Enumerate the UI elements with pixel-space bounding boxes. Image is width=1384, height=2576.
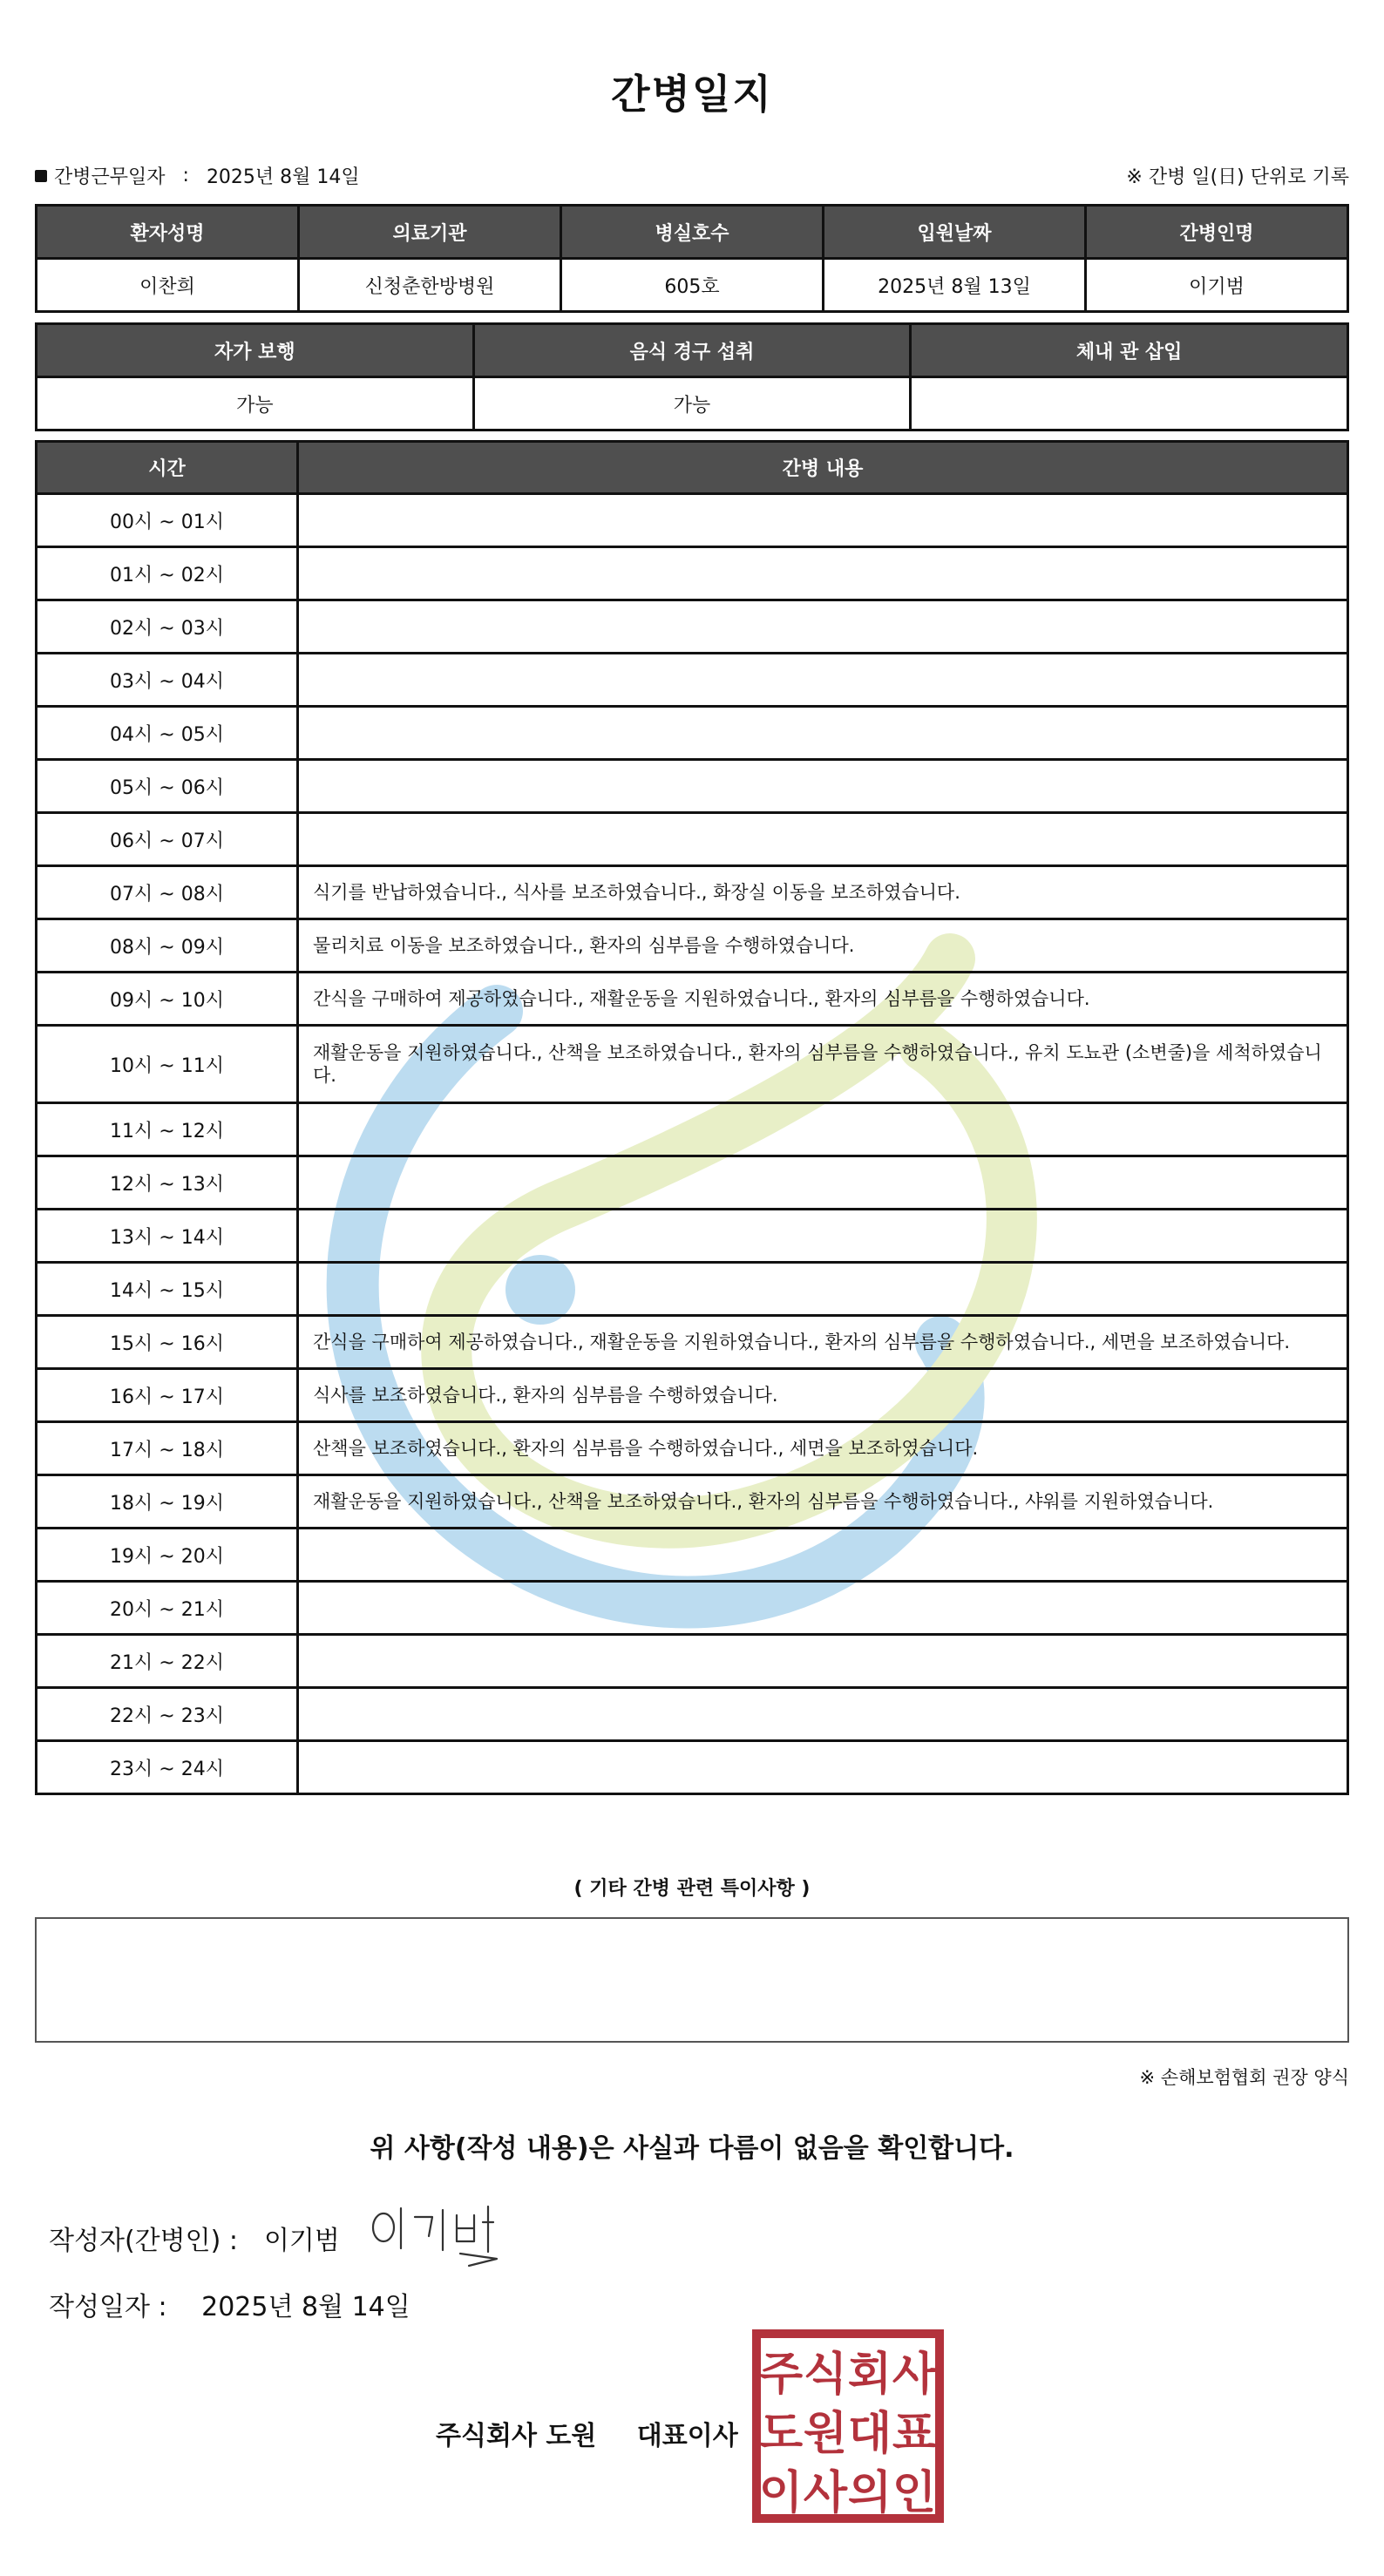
seal-character: 주 xyxy=(758,2349,804,2401)
patient-info-value-row xyxy=(37,259,1348,312)
company-line xyxy=(436,2414,738,2452)
recommend-note: ※ 손해보험협회 권장 양식 xyxy=(1139,2067,1349,2088)
written-date-line xyxy=(49,2285,410,2323)
care-log-time: 12시 ~ 13시 xyxy=(37,1156,298,1210)
seal-character: 대 xyxy=(847,2408,892,2460)
care-log-time: 15시 ~ 16시 xyxy=(37,1316,298,1369)
handwritten-signature xyxy=(366,2198,514,2268)
care-log-row xyxy=(37,1688,1348,1741)
care-log-content: 간식을 구매하여 제공하였습니다., 재활운동을 지원하였습니다., 환자의 심부름을 수행하였습니다., 세면을 보조하였습니다. xyxy=(298,1316,1348,1369)
company-representative: 대표이사 xyxy=(636,2421,738,2451)
care-log-content: 산책을 보조하였습니다., 환자의 심부름을 수행하였습니다., 세면을 보조하였습니다. xyxy=(298,1422,1348,1475)
care-log-time: 03시 ~ 04시 xyxy=(37,654,298,707)
care-log-content: 식사를 보조하였습니다., 환자의 심부름을 수행하였습니다. xyxy=(298,1369,1348,1422)
care-log-time: 20시 ~ 21시 xyxy=(37,1582,298,1635)
care-log-row xyxy=(37,866,1348,919)
room-number: 605호 xyxy=(561,259,824,312)
care-log-content: 물리치료 이동을 보조하였습니다., 환자의 심부름을 수행하였습니다. xyxy=(298,919,1348,973)
care-log-row xyxy=(37,494,1348,547)
care-log-content xyxy=(298,1210,1348,1263)
care-log-time: 00시 ~ 01시 xyxy=(37,494,298,547)
header-care-content: 간병 내용 xyxy=(298,442,1348,494)
special-notes-box xyxy=(35,1917,1349,2043)
care-log-content: 재활운동을 지원하였습니다., 산책을 보조하였습니다., 환자의 심부름을 수행하였습니다., 유치 도뇨관 (소변줄)을 세척하였습니다. xyxy=(298,1026,1348,1103)
care-log-content xyxy=(298,1529,1348,1582)
self-walking-value: 가능 xyxy=(37,377,474,430)
patient-info-header-row xyxy=(37,206,1348,259)
header-oral-intake: 음식 경구 섭취 xyxy=(473,324,911,377)
care-log-content xyxy=(298,1582,1348,1635)
care-log-row xyxy=(37,1263,1348,1316)
header-time: 시간 xyxy=(37,442,298,494)
care-log-row xyxy=(37,919,1348,973)
care-log-time: 07시 ~ 08시 xyxy=(37,866,298,919)
record-unit-note: ※ 간병 일(日) 단위로 기록 xyxy=(1126,166,1349,188)
care-log-content xyxy=(298,547,1348,600)
seal-character: 회 xyxy=(847,2349,892,2401)
care-log-row xyxy=(37,1210,1348,1263)
patient-name: 이찬희 xyxy=(37,259,299,312)
care-log-time: 13시 ~ 14시 xyxy=(37,1210,298,1263)
care-log-rows xyxy=(37,494,1348,1794)
seal-character: 인 xyxy=(892,2467,937,2519)
work-date-label: 간병근무일자 xyxy=(54,166,166,188)
header-patient-name: 환자성명 xyxy=(37,206,299,259)
care-log-row xyxy=(37,1635,1348,1688)
care-log-time: 21시 ~ 22시 xyxy=(37,1635,298,1688)
care-log-row xyxy=(37,1475,1348,1529)
care-log-row xyxy=(37,760,1348,813)
care-log-content xyxy=(298,707,1348,760)
care-log-time: 01시 ~ 02시 xyxy=(37,547,298,600)
care-log-time: 19시 ~ 20시 xyxy=(37,1529,298,1582)
care-log-row xyxy=(37,1741,1348,1794)
header-self-walking: 자가 보행 xyxy=(37,324,474,377)
work-date-value: 2025년 8월 14일 xyxy=(206,166,360,188)
header-admission-date: 입원날짜 xyxy=(824,206,1086,259)
care-log-time: 23시 ~ 24시 xyxy=(37,1741,298,1794)
company-name: 주식회사 도원 xyxy=(436,2421,597,2451)
care-log-content xyxy=(298,1635,1348,1688)
care-log-content xyxy=(298,600,1348,654)
care-log-row xyxy=(37,1103,1348,1156)
company-seal-stamp xyxy=(751,2329,945,2524)
care-log-row xyxy=(37,654,1348,707)
writer-name: 이기범 xyxy=(263,2226,340,2256)
care-log-row xyxy=(37,813,1348,866)
seal-character: 표 xyxy=(892,2408,937,2460)
care-log-time: 02시 ~ 03시 xyxy=(37,600,298,654)
care-log-row xyxy=(37,1582,1348,1635)
work-date-bar xyxy=(35,162,1349,192)
care-log-row xyxy=(37,1156,1348,1210)
work-date xyxy=(35,162,360,189)
patient-info-table xyxy=(35,204,1349,313)
care-log-content xyxy=(298,654,1348,707)
writer-line xyxy=(49,2219,340,2257)
care-log-row xyxy=(37,1369,1348,1422)
care-log-header-row xyxy=(37,442,1348,494)
care-log-row xyxy=(37,600,1348,654)
special-notes-label: ( 기타 간병 관련 특이사항 ) xyxy=(573,1878,811,1900)
square-bullet-icon xyxy=(35,170,47,182)
written-date-value: 2025년 8월 14일 xyxy=(201,2292,410,2322)
care-log-content xyxy=(298,813,1348,866)
page-title: 간병일지 xyxy=(611,71,773,118)
seal-character: 식 xyxy=(803,2349,848,2401)
header-hospital: 의료기관 xyxy=(299,206,561,259)
admission-date: 2025년 8월 13일 xyxy=(824,259,1086,312)
work-date-separator: : xyxy=(182,165,189,186)
patient-status-value-row xyxy=(37,377,1348,430)
care-log-time: 06시 ~ 07시 xyxy=(37,813,298,866)
writer-label: 작성자(간병인) : xyxy=(49,2226,238,2256)
care-log-row xyxy=(37,1422,1348,1475)
care-log-content xyxy=(298,1263,1348,1316)
care-log-row xyxy=(37,973,1348,1026)
care-log-content xyxy=(298,760,1348,813)
care-log-time: 08시 ~ 09시 xyxy=(37,919,298,973)
care-log-time: 10시 ~ 11시 xyxy=(37,1026,298,1103)
care-log-row xyxy=(37,547,1348,600)
care-log-row xyxy=(37,1529,1348,1582)
header-tube-insertion: 체내 관 삽입 xyxy=(911,324,1348,377)
care-log-content xyxy=(298,494,1348,547)
care-log-content: 재활운동을 지원하였습니다., 산책을 보조하였습니다., 환자의 심부름을 수행하였습니다., 샤워를 지원하였습니다. xyxy=(298,1475,1348,1529)
care-log-time: 11시 ~ 12시 xyxy=(37,1103,298,1156)
oral-intake-value: 가능 xyxy=(473,377,911,430)
header-room: 병실호수 xyxy=(561,206,824,259)
care-log-row xyxy=(37,1316,1348,1369)
care-log-content: 간식을 구매하여 제공하였습니다., 재활운동을 지원하였습니다., 환자의 심부름을 수행하였습니다. xyxy=(298,973,1348,1026)
care-log-time: 17시 ~ 18시 xyxy=(37,1422,298,1475)
seal-character: 이 xyxy=(758,2467,804,2519)
care-log-time: 16시 ~ 17시 xyxy=(37,1369,298,1422)
seal-character: 도 xyxy=(758,2408,804,2460)
header-caregiver-name: 간병인명 xyxy=(1086,206,1348,259)
confirmation-statement: 위 사항(작성 내용)은 사실과 다름이 없음을 확인합니다. xyxy=(370,2133,1014,2164)
seal-character: 사 xyxy=(892,2349,937,2401)
care-log-content: 식기를 반납하였습니다., 식사를 보조하였습니다., 화장실 이동을 보조하였습니다. xyxy=(298,866,1348,919)
written-date-label: 작성일자 : xyxy=(49,2292,167,2322)
care-log-content xyxy=(298,1156,1348,1210)
seal-character: 원 xyxy=(803,2408,848,2460)
care-log-row xyxy=(37,1026,1348,1103)
hospital-name: 신청춘한방병원 xyxy=(299,259,561,312)
patient-status-table xyxy=(35,322,1349,431)
care-log-time: 04시 ~ 05시 xyxy=(37,707,298,760)
care-log-row xyxy=(37,707,1348,760)
care-log-time: 05시 ~ 06시 xyxy=(37,760,298,813)
care-log-time: 22시 ~ 23시 xyxy=(37,1688,298,1741)
patient-status-header-row xyxy=(37,324,1348,377)
care-log-time: 14시 ~ 15시 xyxy=(37,1263,298,1316)
care-log-content xyxy=(298,1103,1348,1156)
care-log-time: 09시 ~ 10시 xyxy=(37,973,298,1026)
seal-character: 의 xyxy=(847,2467,892,2519)
care-log-content xyxy=(298,1688,1348,1741)
tube-insertion-value xyxy=(911,377,1348,430)
care-log-content xyxy=(298,1741,1348,1794)
care-log-time: 18시 ~ 19시 xyxy=(37,1475,298,1529)
seal-character: 사 xyxy=(803,2467,848,2519)
caregiver-name: 이기범 xyxy=(1086,259,1348,312)
care-log-table xyxy=(35,440,1349,1795)
